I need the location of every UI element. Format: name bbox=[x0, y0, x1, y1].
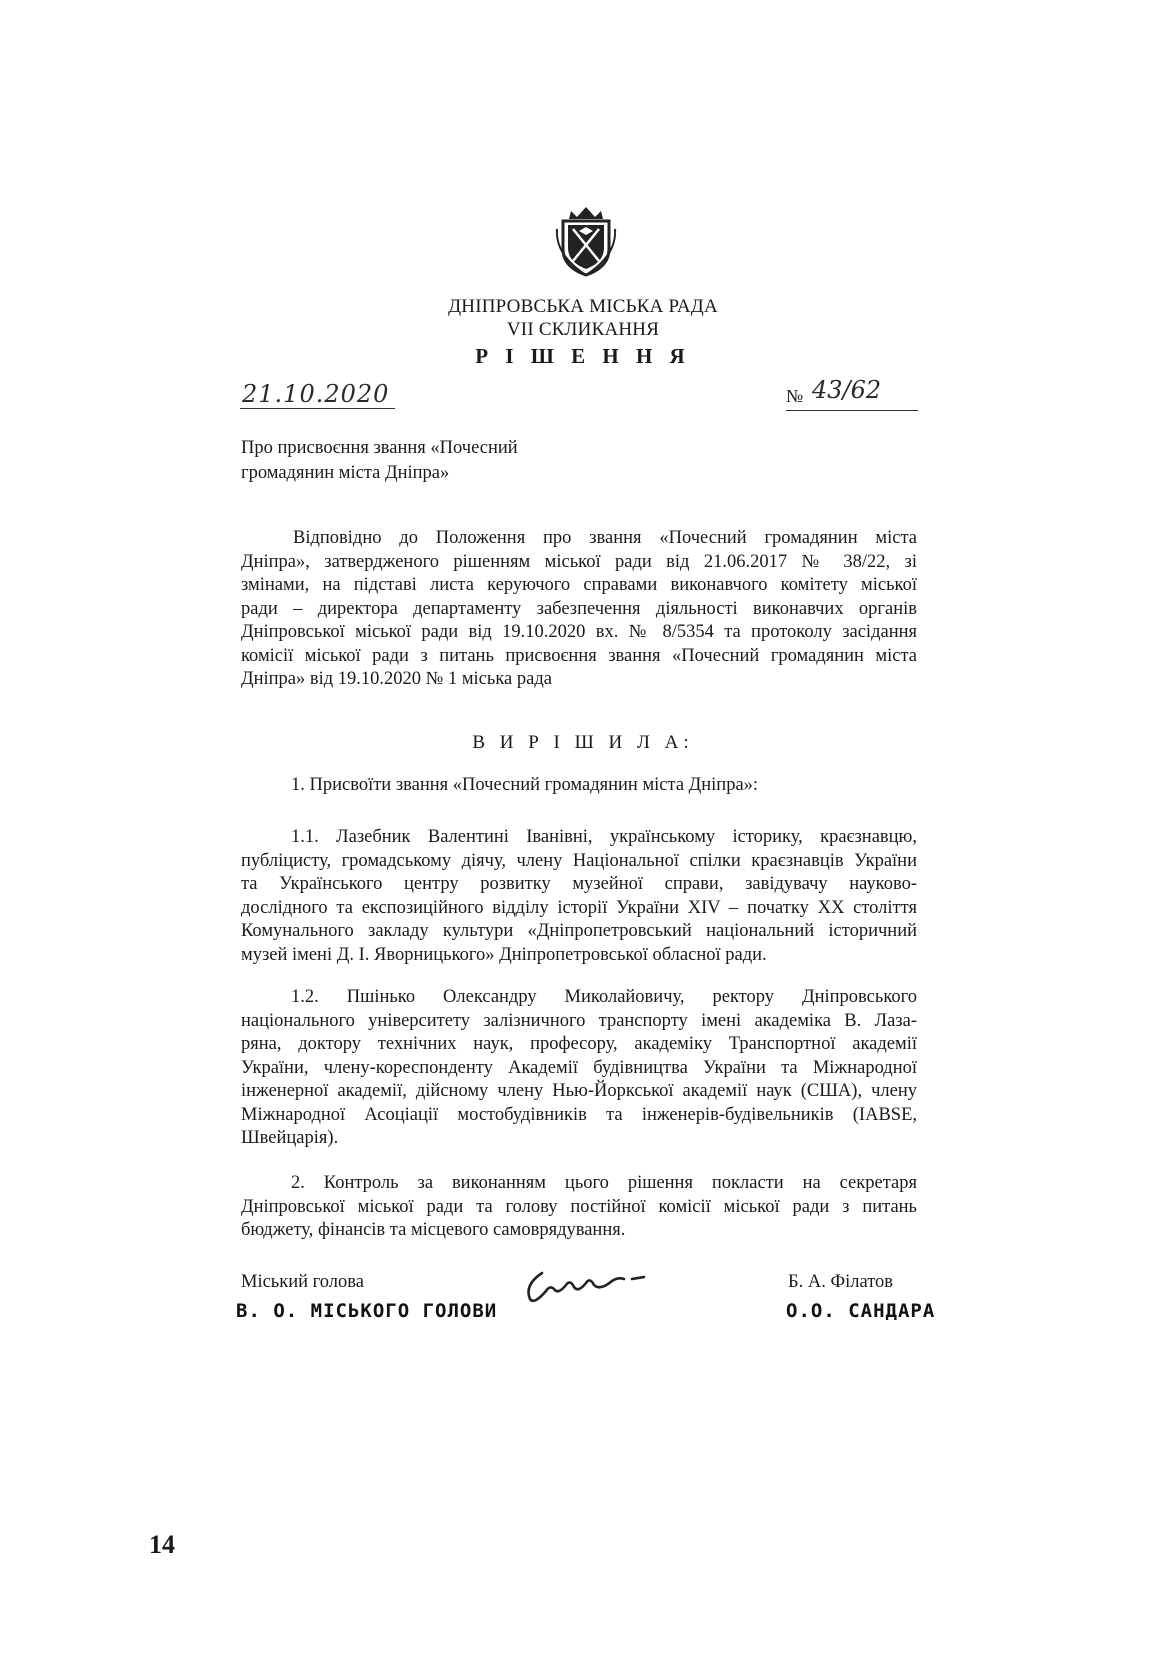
council-name: ДНІПРОВСЬКА МІСЬКА РАДА bbox=[448, 296, 718, 317]
item-1-2 bbox=[241, 986, 917, 1151]
decision-subject bbox=[241, 436, 601, 486]
item-1-2-line: України, члену-кореспонденту Академії будівництва України та Міжнародної bbox=[241, 1057, 917, 1078]
item-1-1 bbox=[241, 826, 917, 967]
preamble bbox=[241, 527, 917, 692]
preamble-line: ради – директора департаменту забезпечення діяльності виконавчих органів bbox=[241, 598, 917, 619]
item-1-1-line: дослідного та експозиційного відділу історії України XIV – початку XX століття bbox=[241, 897, 917, 918]
handwritten-number: 43/62 bbox=[812, 376, 882, 404]
preamble-line: Дніпровської міської ради від 19.10.2020 вх. № 8/5354 та протоколу засідання bbox=[241, 622, 917, 642]
preamble-line: змінами, на підставі листа керуючого справами виконавчого комітету міської bbox=[241, 575, 917, 595]
handwritten-date: 21.10.2020 bbox=[240, 380, 395, 409]
handwritten-signature bbox=[520, 1255, 660, 1315]
item-2-line: бюджету, фінансів та місцевого самоврядування. bbox=[241, 1220, 626, 1240]
item-1-1-line: 1.1. Лазебник Валентині Іванівні, українському історику, краєзнавцю, bbox=[291, 827, 917, 847]
preamble-line: Відповідно до Положення про звання «Почесний громадянин міста bbox=[293, 528, 917, 548]
item-1-2-line: Швейцарія). bbox=[241, 1128, 339, 1148]
acting-mayor-name-stamp: О.О. САНДАРА bbox=[786, 1300, 936, 1322]
decision-number-field bbox=[786, 376, 918, 411]
resolved-heading: В И Р І Ш И Л А: bbox=[472, 732, 694, 753]
item-1-1-line: музей імені Д. І. Яворницького» Дніпропетровської обласної ради. bbox=[241, 944, 767, 965]
subject-line: громадянин міста Дніпра» bbox=[241, 463, 450, 483]
item-1-text: 1. Присвоїти звання «Почесний громадянин міста Дніпра»: bbox=[291, 775, 759, 795]
item-1-2-line: інженерної академії, дійсному члену Нью-Йоркської академії наук (США), члену bbox=[241, 1081, 917, 1101]
signatory-title: Міський голова bbox=[241, 1272, 364, 1292]
preamble-line: Дніпра» від 19.10.2020 № 1 міська рада bbox=[241, 669, 552, 689]
document-type: Р І Ш Е Н Н Я bbox=[475, 344, 691, 368]
signatory-name: Б. А. Філатов bbox=[788, 1272, 894, 1292]
item-1-2-line: 1.2. Пшінько Олександру Миколайовичу, ректору Дніпровського bbox=[291, 987, 917, 1007]
item-1 bbox=[241, 774, 917, 798]
page-number: 14 bbox=[149, 1530, 175, 1559]
item-2 bbox=[241, 1172, 917, 1243]
item-2-line: 2. Контроль за виконанням цього рішення покласти на секретаря bbox=[291, 1173, 917, 1193]
item-1-2-line: національного університету залізничного транспорту імені академіка В. Лаза- bbox=[241, 1010, 917, 1031]
item-1-2-line: Міжнародної Асоціації мостобудівників та інженерів-будівельників (IABSE, bbox=[241, 1104, 917, 1125]
item-1-1-line: та Українського центру розвитку музейної справи, завідувачу науково- bbox=[241, 874, 917, 894]
item-1-1-line: публіцисту, громадському діячу, члену Національної спілки краєзнавців України bbox=[241, 850, 917, 871]
item-2-line: Дніпровської міської ради та голову постійної комісії міської ради з питань bbox=[241, 1196, 917, 1217]
city-coat-of-arms-icon bbox=[553, 205, 619, 277]
item-1-2-line: ряна, доктору технічних наук, професору, академіку Транспортної академії bbox=[241, 1034, 917, 1054]
preamble-line: комісії міської ради з питань присвоєння звання «Почесний громадянин міста bbox=[241, 645, 917, 666]
number-sign: № bbox=[786, 386, 804, 406]
acting-mayor-stamp: В. О. МІСЬКОГО ГОЛОВИ bbox=[236, 1300, 498, 1322]
item-1-1-line: Комунального закладу культури «Дніпропетровський національний історичний bbox=[241, 921, 917, 941]
preamble-line: Дніпра», затвердженого рішенням міської ради від 21.06.2017 № 38/22, зі bbox=[241, 551, 917, 572]
convocation: VІІ СКЛИКАННЯ bbox=[506, 319, 660, 340]
subject-line: Про присвоєння звання «Почесний bbox=[241, 438, 518, 458]
